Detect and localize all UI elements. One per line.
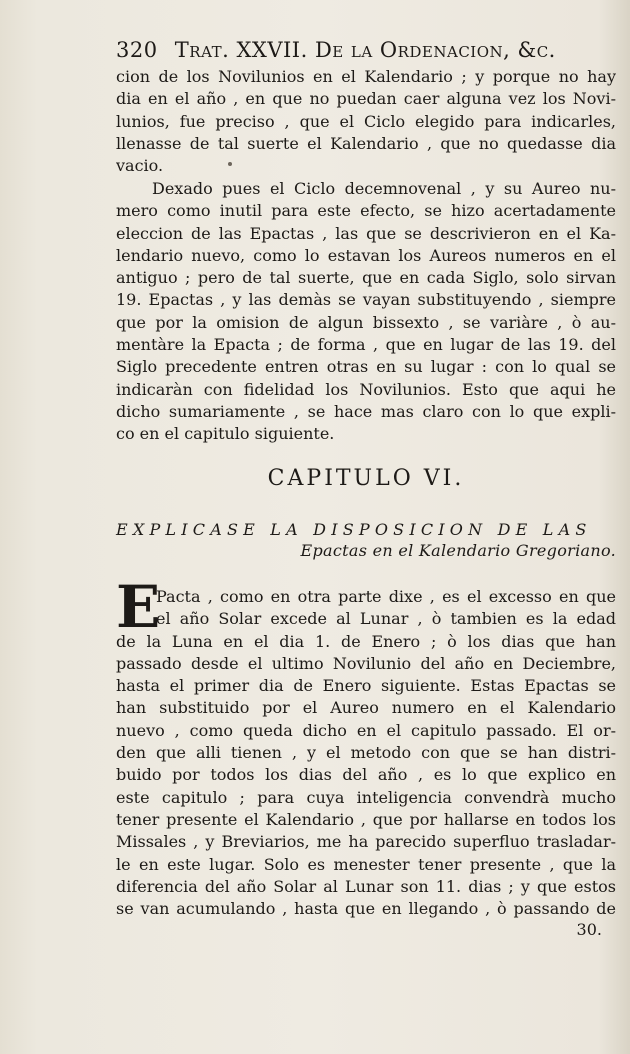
ink-speck xyxy=(228,162,232,166)
text-line: que por la omision de algun bissexto , se variàre , ò au- xyxy=(116,312,616,332)
text-line: lunios, fue preciso , que el Ciclo elegido para indicarles, xyxy=(116,111,616,131)
text-line: passado desde el ultimo Novilunio del año en Deciembre, xyxy=(116,653,616,673)
text-line: dicho sumariamente , se hace mas claro con lo que expli- xyxy=(116,401,616,421)
text-line: se van acumulando , hasta que en llegando , ò passando de xyxy=(116,899,616,919)
subtitle-line-2: Epactas en el Kalendario Gregoriano. xyxy=(300,541,616,560)
text-line: indicaràn con fidelidad los Novilunios. Esto que aqui he xyxy=(116,379,616,399)
text-line: han substituido por el Aureo numero en el Kalendario xyxy=(116,698,616,718)
text-line: vacio. xyxy=(116,156,164,176)
text-line: hasta el primer dia de Enero siguiente. Estas Epactas se xyxy=(116,676,616,696)
text-line: diferencia del año Solar al Lunar son 11. dias ; y que estos xyxy=(116,876,616,896)
paragraph-2 xyxy=(116,178,616,446)
chapter-heading: CAPITULO VI. xyxy=(267,466,465,491)
catchword: 30. xyxy=(576,920,602,939)
text-line: el año Solar excede al Lunar , ò tambien es la edad xyxy=(156,609,616,629)
text-line: dia en el año , en que no puedan caer alguna vez los Novi- xyxy=(116,89,616,109)
paragraph-1 xyxy=(116,66,616,177)
page-number: 320 xyxy=(116,38,158,62)
text-line: buido por todos los dias del año , es lo que explico en xyxy=(116,765,616,785)
text-line: Siglo precedente entren otras en su lugar : con lo qual se xyxy=(116,357,616,377)
text-line: eleccion de las Epactas , las que se descrivieron en el Ka- xyxy=(116,223,616,243)
text-line: Missales , y Breviarios, me ha parecido superfluo trasladar- xyxy=(116,832,616,852)
text-line: co en el capitulo siguiente. xyxy=(116,424,335,444)
chapter-subtitle xyxy=(116,520,616,560)
text-line: mentàre la Epacta ; de forma , que en lugar de las 19. del xyxy=(116,335,616,355)
text-line: nuevo , como queda dicho en el capitulo passado. El or- xyxy=(116,720,616,740)
text-line: lendario nuevo, como lo estavan los Aureos numeros en el xyxy=(116,245,616,265)
text-line: antiguo ; pero de tal suerte, que en cada Siglo, solo sirvan xyxy=(116,268,616,288)
running-title: Trat. XXVII. De la Ordenacion, &c. xyxy=(174,38,556,62)
running-header xyxy=(116,38,591,62)
text-line: de la Luna en el dia 1. de Enero ; ò los dias que han xyxy=(116,631,616,651)
text-line: Dexado pues el Ciclo decemnovenal , y su Aureo nu- xyxy=(152,179,616,198)
subtitle-line-1: EXPLICASE LA DISPOSICION DE LAS xyxy=(116,520,592,539)
text-line: le en este lugar. Solo es menester tener presente , que la xyxy=(116,854,616,874)
text-line: den que alli tienen , y el metodo con que se han distri- xyxy=(116,743,616,763)
text-line: este capitulo ; para cuya inteligencia convendrà mucho xyxy=(116,787,616,807)
text-line: cion de los Novilunios en el Kalendario ; y porque no hay xyxy=(116,67,616,86)
text-line: Pacta , como en otra parte dixe , es el excesso en que xyxy=(156,587,616,606)
text-line: 19. Epactas , y las demàs se vayan substituyendo , siempre xyxy=(116,290,616,310)
text-line: mero como inutil para este efecto, se hizo acertadamente xyxy=(116,201,616,221)
text-line: tener presente el Kalendario , que por hallarse en todos los xyxy=(116,809,616,829)
drop-cap: E xyxy=(116,573,161,641)
paragraph-3 xyxy=(116,573,616,920)
text-line: llenasse de tal suerte el Kalendario , que no quedasse dia xyxy=(116,133,616,153)
